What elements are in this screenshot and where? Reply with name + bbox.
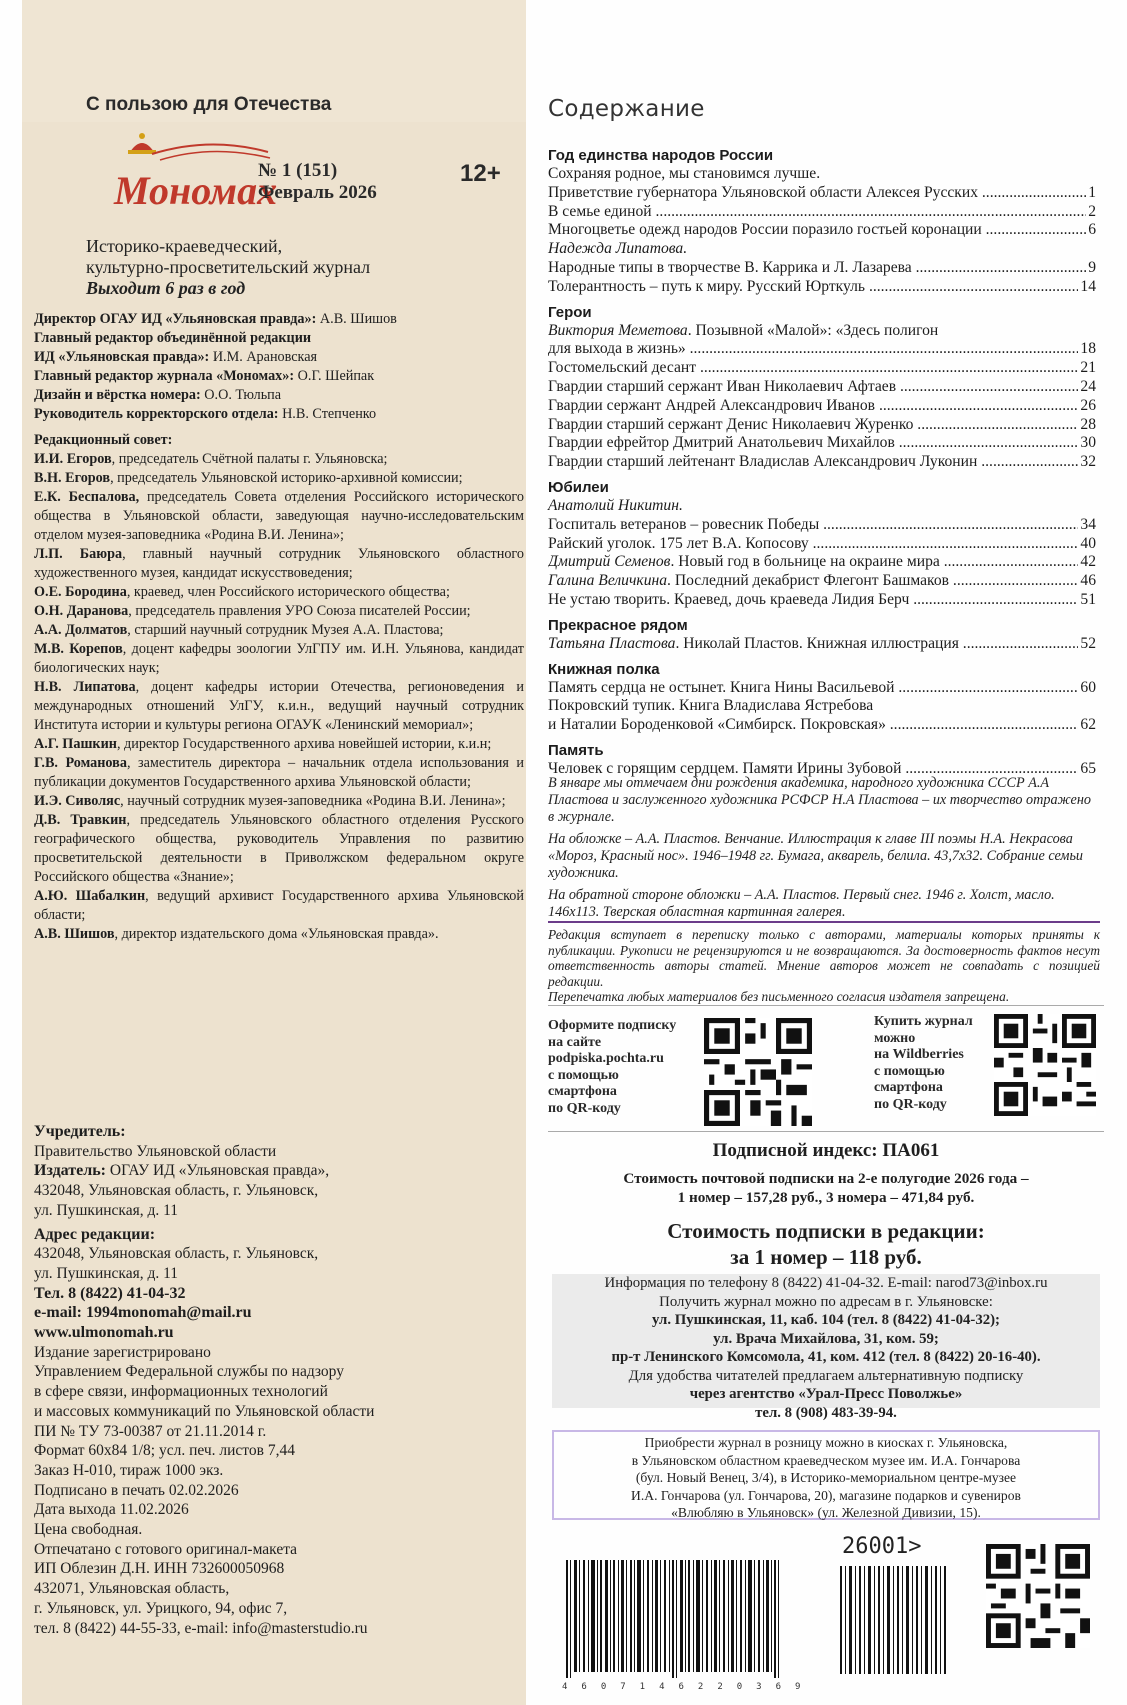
toc-item[interactable]: Гвардии старший сержант Денис Николаевич Журенко ..... 28	[548, 416, 1096, 435]
cover-notes	[548, 775, 1100, 926]
toc-item[interactable]: Многоцветье одежд народов России поразило гостьей коронации ..... 6	[548, 221, 1096, 240]
toc-item[interactable]: и Наталии Бороденковой «Симбирск. Покровская» ..... 62	[548, 716, 1096, 735]
council-member: М.В. Корепов, доцент кафедры зоологии УлГПУ им. И.Н. Ульянова, кандидат биологических наук;	[34, 641, 524, 676]
editorial-council	[34, 431, 524, 944]
toc-item[interactable]: Гостомельский десант ..... 21	[548, 359, 1096, 378]
toc-item[interactable]: Татьяна Пластова. Николай Пластов. Книжная иллюстрация ..... 52	[548, 635, 1096, 654]
staff-row: Руководитель корректорского отдела: Н.В. Степченко	[34, 406, 377, 422]
editorial-subscription-cost: Стоимость подписки в редакции: за 1 номер – 118 руб.	[667, 1219, 985, 1269]
barcode-icon	[566, 1560, 796, 1678]
registration: Издание зарегистрировано	[34, 1343, 211, 1361]
registration: и массовых коммуникаций по Ульяновской области	[34, 1402, 375, 1420]
council-member: И.И. Егоров, председатель Счётной палаты г. Ульяновска;	[34, 451, 388, 467]
editorial-label: Адрес редакции:	[34, 1225, 156, 1243]
toc-item[interactable]: Народные типы в творчестве В. Каррика и Л. Лазарева ..... 9	[548, 259, 1096, 278]
toc-item[interactable]: Галина Величкина. Последний декабрист Флегонт Башмаков ..... 46	[548, 572, 1096, 591]
signed-date: Подписано в печать 02.02.2026	[34, 1481, 239, 1499]
logo-text: Мономах	[114, 168, 278, 213]
toc-author: Надежда Липатова.	[548, 240, 688, 258]
info-line: Информация по телефону 8 (8422) 41-04-32. E-mail: narod73@inbox.ru	[604, 1275, 1048, 1291]
toc-item[interactable]: Гвардии старший лейтенант Владислав Александрович Луконин ..... 32	[548, 453, 1096, 472]
registration: в сфере связи, информационных технологий	[34, 1383, 328, 1401]
note-front-cover: На обложке – А.А. Пластов. Венчание. Иллюстрация к главе III поэмы Н.А. Некрасова «Мороз, Красный нос». 1946–1948 гг. Бумага, акварель, белила. 43,7x32. Собрание семьи художника.	[548, 831, 1084, 881]
council-member: Д.В. Травкин, председатель Ульяновского областного отделения Русского географического общества, руководитель Управления по развитию просветительской деятельности в Приволжском федеральном округе Российского общества «Знание»;	[34, 812, 524, 885]
editorial-address: 432048, Ульяновская область, г. Ульяновск,	[34, 1245, 319, 1263]
toc-section-heading: Герои	[548, 303, 592, 321]
printer-address: г. Ульяновск, ул. Урицкого, 94, офис 7,	[34, 1599, 288, 1617]
toc-section-heading: Юбилеи	[548, 478, 609, 496]
toc-section-heading: Память	[548, 741, 604, 759]
age-rating: 12+	[460, 160, 501, 187]
disclaimer-text: Редакция вступает в переписку только с авторами, материалы которых приняты к публикации. Рукописи не рецензируются и не возвращаются. За достоверность фактов несут ответственность авторы статей. Мнение авторов может не совпадать с позицией редакции.	[548, 927, 1100, 989]
council-member: Н.В. Липатова, доцент кафедры истории Отечества, регионоведения и международных отношений УлГУ, к.и.н., ведущий научный сотрудник Института истории и культуры региона ОГАУК «Ленинский мемориал»;	[34, 679, 524, 733]
council-member: О.Н. Даранова, председатель правления УРО Союза писателей России;	[34, 603, 471, 619]
toc-item[interactable]: Райский уголок. 175 лет В.А. Копосову ..... 40	[548, 535, 1096, 554]
toc-line: Сохраняя родное, мы становимся лучше.	[548, 165, 821, 182]
toc-title: Содержание	[548, 96, 705, 122]
barcode-addon-bars	[840, 1566, 950, 1674]
subscription-index: Подписной индекс: ПА061	[712, 1140, 940, 1161]
printer-contact: тел. 8 (8422) 44-55-33, e-mail: info@masterstudio.ru	[34, 1619, 368, 1637]
price: Цена свободная.	[34, 1521, 143, 1539]
info-agency: через агентство «Урал-Пресс Поволжье»	[689, 1386, 963, 1402]
editorial-email: e-mail: 1994monomah@mail.ru	[34, 1304, 252, 1322]
registration: ПИ № ТУ 73-00387 от 21.11.2014 г.	[34, 1422, 267, 1440]
bottom-qr-code[interactable]	[986, 1544, 1090, 1648]
printer-address: 432071, Ульяновская область,	[34, 1580, 230, 1598]
editorial-disclaimer	[548, 921, 1100, 1005]
contact-info-box	[552, 1274, 1100, 1421]
info-line: Для удобства читателей предлагаем альтернативную подписку	[628, 1367, 1024, 1384]
registration: Управлением Федеральной службы по надзору	[34, 1363, 344, 1381]
staff-row: Главный редактор журнала «Мономах»: О.Г. Шейпак	[34, 368, 375, 384]
issue-info	[258, 160, 377, 204]
subscription-qr-block	[548, 1005, 1104, 1132]
toc-line: Виктория Меметова. Позывной «Малой»: «Здесь полигон	[548, 321, 939, 339]
publisher-info	[34, 1122, 524, 1638]
toc-item[interactable]: Госпиталь ветеранов – ровесник Победы ..... 34	[548, 516, 1096, 535]
council-member: Е.К. Беспалова, председатель Совета отделения Российского исторического общества в Ульяновской области, заведующая научно-исследовательским отделом музея-заповедника «Родина В.И. Ленина»;	[34, 489, 524, 543]
staff-row: ИД «Ульяновская правда»: И.М. Арановская	[34, 349, 318, 365]
council-member: В.Н. Егоров, председатель Ульяновской историко-архивной комиссии;	[34, 470, 463, 486]
founder-label: Учредитель:	[34, 1123, 126, 1140]
toc-section-heading: Книжная полка	[548, 660, 660, 678]
note-birthdays: В январе мы отмечаем дни рождения академика, народного художника СССР А.А Пластова и заслуженного художника РСФСР Н.А Пластова – их творчество отражено в журнале.	[548, 775, 1091, 825]
editorial-address: ул. Пушкинская, д. 11	[34, 1264, 179, 1282]
issue-date: Февраль 2026	[258, 182, 377, 203]
print-order: Заказ Н-010, тираж 1000 экз.	[34, 1461, 224, 1479]
council-member: А.В. Шишов, директор издательского дома «Ульяновская правда».	[34, 926, 439, 942]
pochta-qr-code[interactable]	[704, 1018, 812, 1126]
council-member: Л.П. Баюра, главный научный сотрудник Ульяновского областного художественного музея, кандидат искусствоведения;	[34, 546, 524, 581]
toc-item[interactable]: для выхода в жизнь» ..... 18	[548, 340, 1096, 359]
staff-row: Директор ОГАУ ИД «Ульяновская правда»: А.В. Шишов	[34, 311, 397, 327]
website: www.ulmonomah.ru	[34, 1324, 174, 1342]
printed-note: Отпечатано с готового оригинал-макета	[34, 1540, 298, 1558]
staff-list	[34, 310, 524, 424]
subtitle-line-1: Историко-краеведческий,	[86, 236, 283, 256]
council-member: А.А. Долматов, старший научный сотрудник Музея А.А. Пластова;	[34, 622, 444, 638]
publisher-name: ОГАУ ИД «Ульяновская правда»,	[106, 1162, 330, 1180]
toc-item[interactable]: Гвардии сержант Андрей Александрович Иванов ..... 26	[548, 397, 1096, 416]
toc-item[interactable]: Гвардии старший сержант Иван Николаевич Афтаев ..... 24	[548, 378, 1096, 397]
tagline: С пользою для Отечества	[86, 94, 332, 115]
staff-row: Главный редактор объединённой редакции	[34, 330, 312, 346]
council-member: О.Е. Бородина, краевед, член Российского исторического общества;	[34, 584, 450, 600]
barcode-digits: 4607146220369	[562, 1682, 815, 1692]
left-column	[22, 0, 526, 1705]
toc-item[interactable]: В семье единой ..... 2	[548, 203, 1096, 222]
council-member: И.Э. Сиволяс, научный сотрудник музея-заповедника «Родина В.И. Ленина»;	[34, 793, 506, 809]
frequency: Выходит 6 раз в год	[86, 278, 246, 298]
toc-section-heading: Год единства народов России	[548, 147, 774, 164]
publisher-address: ул. Пушкинская, д. 11	[34, 1201, 179, 1219]
toc-item[interactable]: Дмитрий Семенов. Новый год в больнице на окраине мира ..... 42	[548, 553, 1096, 572]
toc-section-heading: Прекрасное рядом	[548, 616, 688, 634]
barcode-addon: 26001>	[842, 1534, 922, 1559]
retail-info-box: Приобрести журнал в розницу можно в киосках г. Ульяновска, в Ульяновском областном краеведческом музее им. И.А. Гончарова (бул. Новый Венец, 3/4), в Историко-мемориальном центре-музее И.А. Гончарова (ул. Гончарова, 20), магазине подарков и сувениров «Влюбляю в Ульяновск» (ул. Железной Дивизии, 15).	[552, 1430, 1100, 1520]
journal-subtitle	[86, 236, 506, 299]
note-back-cover: На обратной стороне обложки – А.А. Пластов. Первый снег. 1946 г. Холст, масло. 146x113. Тверская областная картинная галерея.	[548, 887, 1055, 920]
print-format: Формат 60x84 1/8; усл. печ. листов 7,44	[34, 1442, 295, 1460]
toc-author: Анатолий Никитин.	[548, 496, 683, 514]
reprint-notice: Перепечатка любых материалов без письменного согласия издателя запрещена.	[548, 989, 1010, 1004]
table-of-contents	[548, 142, 1096, 779]
toc-item[interactable]: Человек с горящим сердцем. Памяти Ирины Зубовой ..... 65	[548, 760, 1096, 779]
council-member: А.Ю. Шабалкин, ведущий архивист Государственного архива Ульяновской области;	[34, 888, 524, 923]
wildberries-qr-code[interactable]	[994, 1014, 1096, 1116]
printer: ИП Облезин Д.Н. ИНН 732600050968	[34, 1560, 285, 1578]
council-member: Г.В. Романова, заместитель директора – начальник отдела использования и публикации документов Государственного архива Ульяновской области;	[34, 755, 524, 790]
toc-item[interactable]: Толерантность – путь к миру. Русский Юрткуль ..... 14	[548, 278, 1096, 297]
toc-item[interactable]: Приветствие губернатора Ульяновской области Алексея Русских ..... 1	[548, 184, 1096, 203]
toc-line: Покровский тупик. Книга Владислава Ястребова	[548, 697, 874, 715]
founder: Правительство Ульяновской области	[34, 1142, 277, 1160]
wildberries-qr-caption: Купить журнал можно на Wildberries с помощью смартфона по QR-коду	[874, 1014, 973, 1112]
council-member: А.Г. Пашкин, директор Государственного архива новейшей истории, к.и.н;	[34, 736, 492, 752]
toc-item[interactable]: Не устаю творить. Краевед, дочь краеведа Лидия Берч ..... 51	[548, 591, 1096, 610]
info-line: Получить журнал можно по адресам в г. Ульяновске:	[659, 1293, 993, 1310]
toc-item[interactable]: Память сердца не остынет. Книга Нины Васильевой ..... 60	[548, 679, 1096, 698]
council-heading: Редакционный совет:	[34, 432, 173, 448]
editorial-phone: Тел. 8 (8422) 41-04-32	[34, 1284, 186, 1302]
toc-item[interactable]: Гвардии ефрейтор Дмитрий Анатольевич Михайлов ..... 30	[548, 434, 1096, 453]
pochta-qr-caption: Оформите подписку на сайте podpiska.pochta.ru с помощью смартфона по QR-коду	[548, 1018, 677, 1116]
info-address: ул. Пушкинская, 11, каб. 104 (тел. 8 (8422) 41-04-32);	[652, 1312, 1000, 1328]
postal-subscription-cost: Стоимость почтовой подписки на 2-е полугодие 2026 года – 1 номер – 157,28 руб., 3 номера – 471,84 руб.	[623, 1170, 1029, 1206]
info-address: пр-т Ленинского Комсомола, 41, ком. 412 (тел. 8 (8422) 20-16-40).	[611, 1349, 1041, 1365]
info-agency-phone: тел. 8 (908) 483-39-94.	[755, 1404, 897, 1421]
subtitle-line-2: культурно-просветительский журнал	[86, 257, 371, 277]
release-date: Дата выхода 11.02.2026	[34, 1501, 189, 1519]
publisher-label: Издатель:	[34, 1162, 106, 1180]
issue-number: № 1 (151)	[258, 160, 338, 181]
staff-row: Дизайн и вёрстка номера: О.О. Тюльпа	[34, 387, 282, 403]
info-address: ул. Врача Михайлова, 31, ком. 59;	[713, 1330, 939, 1347]
publisher-address: 432048, Ульяновская область, г. Ульяновск,	[34, 1182, 319, 1200]
